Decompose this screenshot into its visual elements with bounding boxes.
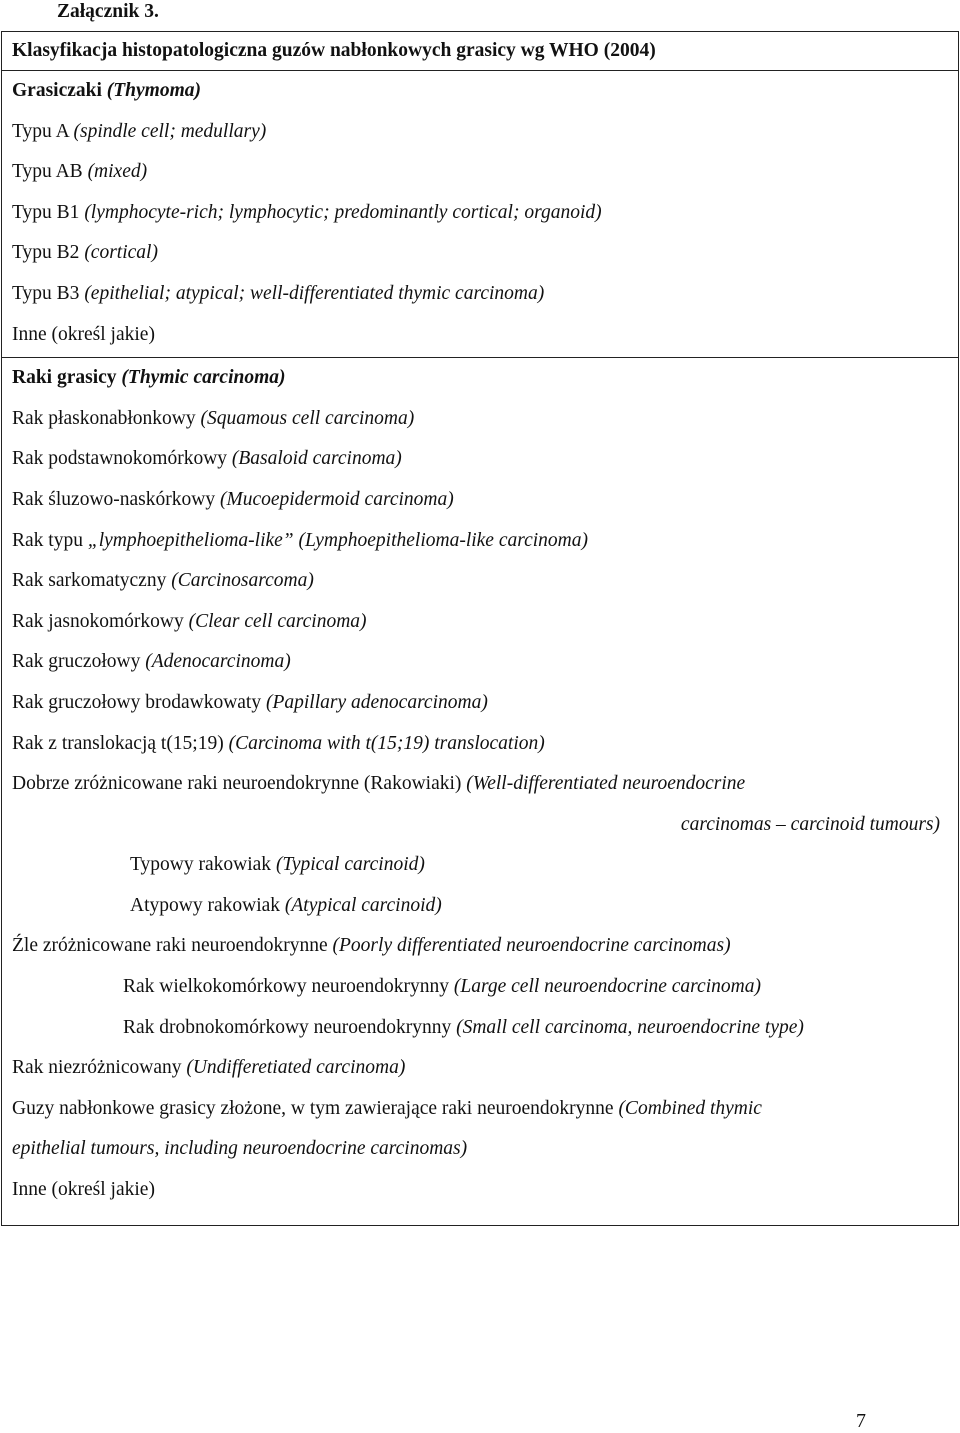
list-item (2, 683, 958, 724)
item-en: (Carcinosarcoma) (171, 570, 314, 592)
item-pl: Rak gruczołowy (12, 651, 146, 673)
item-pl: Źle zróżnicowane raki neuroendokrynne (12, 935, 333, 957)
list-item (2, 642, 958, 683)
combined-item-cont: epithelial tumours, including neuroendocrine carcinomas) (12, 1138, 468, 1160)
item-pl: Rak gruczołowy brodawkowaty (12, 691, 266, 713)
item-en: (Clear cell carcinoma) (188, 610, 367, 632)
item-en: (Typical carcinoid) (275, 854, 425, 876)
list-item (2, 521, 958, 562)
item-en: (mixed) (87, 161, 148, 183)
table-title-section (1, 31, 959, 70)
item-en: (spindle cell; medullary) (73, 120, 267, 142)
item-en: (Small cell carcinoma, neuroendocrine type) (456, 1016, 804, 1038)
well-differentiated-heading (2, 764, 958, 805)
thymoma-heading (2, 71, 958, 112)
list-item (2, 193, 958, 234)
carcinoma-section (1, 357, 959, 1225)
list-item (2, 845, 958, 886)
list-item (2, 439, 958, 480)
item-pl: Guzy nabłonkowe grasicy złożone, w tym zawierające raki neuroendokrynne (12, 1097, 619, 1119)
list-item (2, 112, 958, 153)
item-pl: Rak wielkokomórkowy neuroendokrynny (123, 976, 454, 998)
list-item (2, 886, 958, 927)
list-item (2, 480, 958, 521)
thymoma-heading-en: (Thymoma) (106, 80, 202, 101)
item-en: (Mucoepidermoid carcinoma) (219, 488, 454, 510)
item-pl: Rak niezróżnicowany (12, 1057, 187, 1079)
item-pl: Inne (określ jakie) (12, 323, 155, 345)
thymoma-heading-pl: Grasiczaki (12, 80, 107, 101)
item-pl: Rak drobnokomórkowy neuroendokrynny (123, 1016, 457, 1038)
item-pl: Rak płaskonabłonkowy (12, 407, 201, 429)
item-pl: Rak z translokacją t(15;19) (12, 732, 229, 754)
item-pl: Rak sarkomatyczny (12, 570, 172, 592)
item-en: (Papillary adenocarcinoma) (265, 691, 488, 713)
item-en: (Large cell neuroendocrine carcinoma) (453, 976, 761, 998)
page-number: 7 (856, 1410, 866, 1432)
list-item (2, 152, 958, 193)
other-item: Inne (określ jakie) (12, 1179, 155, 1201)
item-en: (Adenocarcinoma) (145, 651, 291, 673)
list-item (2, 561, 958, 602)
item-en: (Well-differentiated neuroendocrine (466, 773, 746, 795)
poorly-differentiated-heading (2, 926, 958, 967)
list-item (2, 399, 958, 440)
list-item (2, 274, 958, 315)
item-en: (Squamous cell carcinoma) (200, 407, 415, 429)
item-en: (epithelial; atypical; well-differentiated thymic carcinoma) (84, 282, 545, 304)
item-pl: Typu B3 (12, 282, 85, 304)
item-pl: Dobrze zróżnicowane raki neuroendokrynne (Rakowiaki) (12, 773, 467, 795)
table-title: Klasyfikacja histopatologiczna guzów nabłonkowych grasicy wg WHO (2004) (12, 40, 656, 61)
item-pl: Atypowy rakowiak (130, 894, 285, 916)
item-pl: Typu B2 (12, 242, 85, 264)
item-en: (Combined thymic (618, 1097, 762, 1119)
undifferentiated-item (2, 1048, 958, 1089)
item-en: (Atypical carcinoid) (284, 894, 442, 916)
item-pl: Typu A (12, 120, 74, 142)
thymoma-section (1, 70, 959, 357)
item-en: (Basaloid carcinoma) (231, 448, 402, 470)
carcinoma-heading-en: (Thymic carcinoma) (121, 367, 286, 389)
item-en: (cortical) (84, 242, 158, 264)
item-en: (Carcinoma with t(15;19) translocation) (228, 732, 545, 754)
item-pl: Rak jasnokomórkowy (12, 610, 189, 632)
item-pl: Typowy rakowiak (130, 854, 276, 876)
combined-item (2, 1089, 958, 1130)
carcinoma-heading-pl: Raki grasicy (12, 367, 122, 389)
list-item (2, 967, 958, 1008)
item-pl: Rak podstawnokomórkowy (12, 448, 232, 470)
item-pl: Rak typu (12, 529, 88, 551)
list-item (2, 602, 958, 643)
item-pl: Rak śluzowo-naskórkowy (12, 488, 220, 510)
item-pl: Typu AB (12, 161, 88, 183)
item-en: „lymphoepithelioma-like” (Lymphoepithelioma-like carcinoma) (87, 529, 589, 551)
classification-table (1, 31, 959, 1226)
item-en: (lymphocyte-rich; lymphocytic; predominantly cortical; organoid) (84, 201, 602, 223)
item-pl: Typu B1 (12, 201, 85, 223)
carcinoma-heading (2, 358, 958, 399)
list-item (2, 724, 958, 765)
item-en: (Undifferetiated carcinoma) (186, 1057, 406, 1079)
item-en: (Poorly differentiated neuroendocrine carcinomas) (332, 935, 731, 957)
list-item (2, 1008, 958, 1049)
list-item (2, 315, 958, 356)
list-item (2, 233, 958, 274)
well-differentiated-heading-cont: carcinomas – carcinoid tumours) (680, 813, 940, 835)
annex-label: Załącznik 3. (57, 1, 159, 22)
